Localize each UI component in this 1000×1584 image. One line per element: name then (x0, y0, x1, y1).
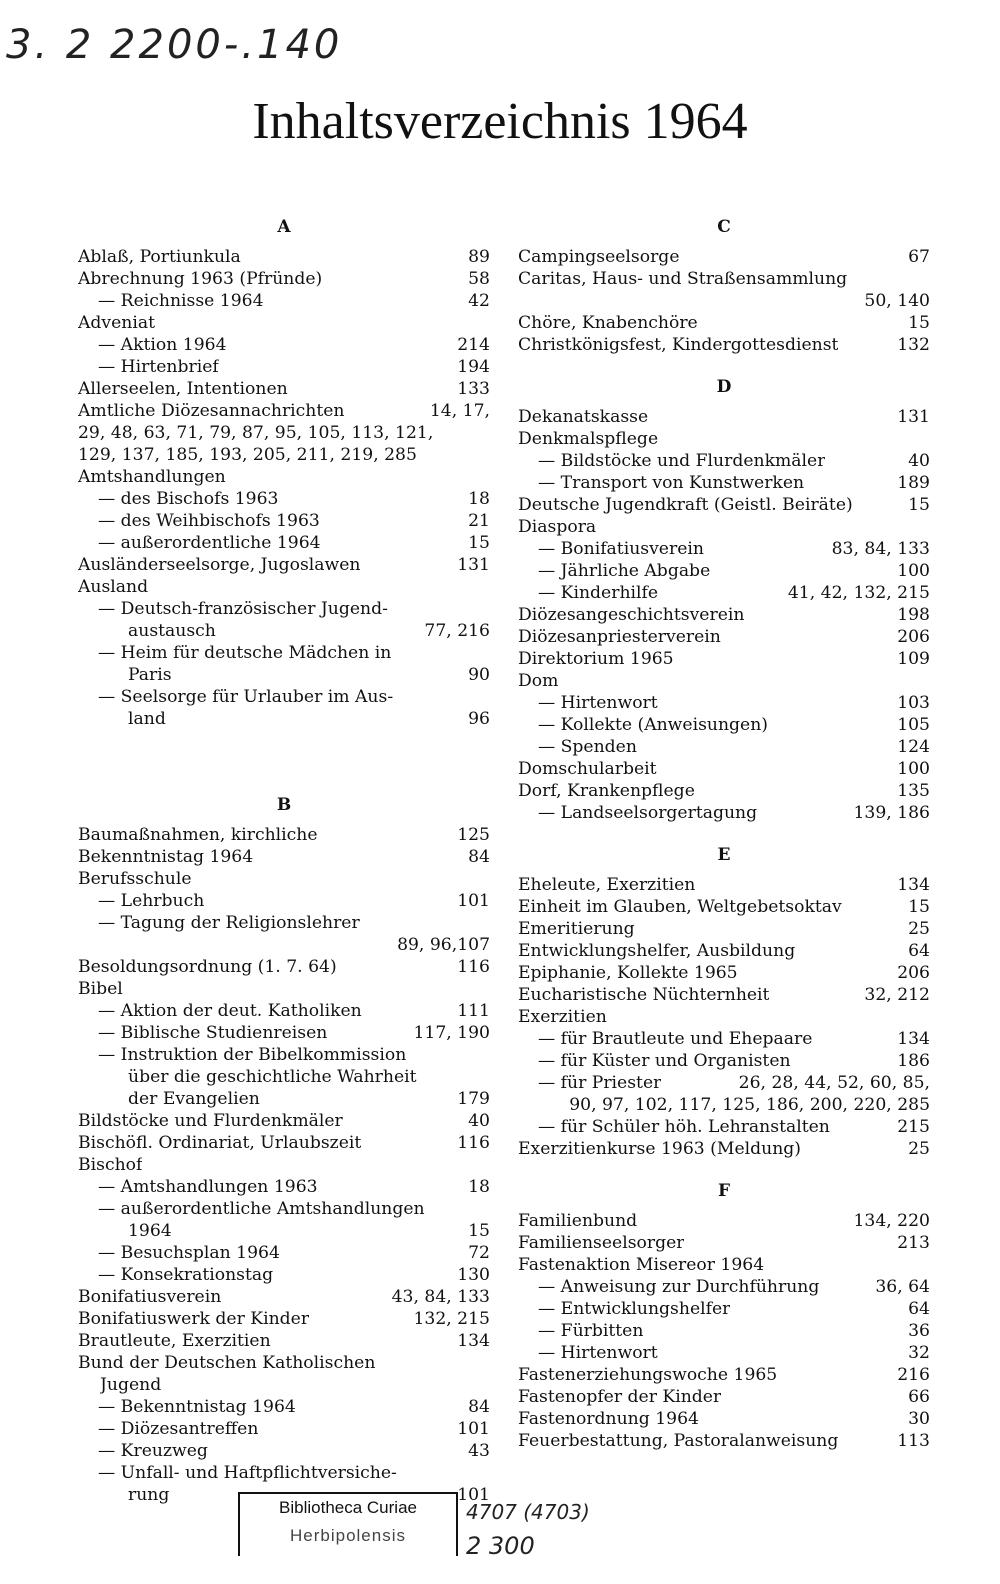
index-entry (518, 962, 930, 984)
entry-page-numbers: 25 (908, 919, 930, 939)
entry-text: Allerseelen, Intentionen (78, 379, 288, 399)
entry-text: — Amtshandlungen 1963 (98, 1177, 318, 1197)
entry-text: Direktorium 1965 (518, 649, 674, 669)
entry-page-numbers: 18 (468, 1177, 490, 1197)
entry-text: Besoldungsordnung (1. 7. 64) (78, 957, 337, 977)
index-entry (78, 1264, 490, 1286)
entry-page-numbers: 213 (897, 1233, 930, 1253)
entry-text: Bischof (78, 1155, 143, 1175)
index-entry (518, 1254, 930, 1276)
index-entry (78, 868, 490, 890)
index-entry (78, 642, 490, 664)
entry-page-numbers: 18 (468, 489, 490, 509)
index-entry (518, 1094, 930, 1116)
entry-text: Chöre, Knabenchöre (518, 313, 698, 333)
entry-text: Ausländerseelsorge, Jugoslawen (78, 555, 361, 575)
index-entry (518, 450, 930, 472)
index-entry (78, 356, 490, 378)
index-entry (78, 488, 490, 510)
entry-page-numbers: 194 (457, 357, 490, 377)
entry-text: der Evangelien (128, 1089, 260, 1109)
entry-text: Caritas, Haus- und Straßensammlung (518, 269, 848, 289)
entry-text: — Hirtenwort (538, 1343, 658, 1363)
index-entry (518, 472, 930, 494)
index-entry (518, 1050, 930, 1072)
entry-text: Domschularbeit (518, 759, 657, 779)
right-column (518, 214, 930, 1452)
entry-page-numbers: 132, 215 (413, 1309, 490, 1329)
entry-page-numbers: 132 (897, 335, 930, 355)
index-entry (78, 1000, 490, 1022)
entry-text: Jugend (100, 1375, 162, 1395)
entry-text: — Unfall- und Haftpflichtversiche- (98, 1463, 397, 1483)
entry-text: land (128, 709, 166, 729)
entry-text: — für Priester (538, 1073, 662, 1093)
index-entry (518, 1364, 930, 1386)
entry-page-numbers: 206 (897, 627, 930, 647)
entry-text: — Tagung der Religionslehrer (98, 913, 360, 933)
index-section-a (78, 214, 490, 730)
entry-page-numbers: 186 (897, 1051, 930, 1071)
index-entry (78, 1330, 490, 1352)
entry-text: Berufsschule (78, 869, 192, 889)
entry-text: Familienseelsorger (518, 1233, 685, 1253)
index-entry (518, 1138, 930, 1160)
entry-text: Amtshandlungen (78, 467, 226, 487)
index-entry (518, 1276, 930, 1298)
index-entry (518, 1408, 930, 1430)
entry-text: — Hirtenwort (538, 693, 658, 713)
page-title: Inhaltsverzeichnis 1964 (252, 93, 748, 150)
index-entry (518, 312, 930, 334)
entry-text: — Bildstöcke und Flurdenkmäler (538, 451, 826, 471)
entry-text: 29, 48, 63, 71, 79, 87, 95, 105, 113, 121, (78, 423, 434, 443)
index-section-f (518, 1178, 930, 1452)
index-entry (518, 604, 930, 626)
index-entry (78, 532, 490, 554)
entry-page-numbers: 15 (908, 313, 930, 333)
index-entry (78, 334, 490, 356)
index-entry (78, 1132, 490, 1154)
entry-text: — Konsekrationstag (98, 1265, 274, 1285)
entry-text: — des Bischofs 1963 (98, 489, 279, 509)
entry-text: Bonifatiuswerk der Kinder (78, 1309, 310, 1329)
entry-text: Exerzitienkurse 1963 (Meldung) (518, 1139, 802, 1159)
entry-page-numbers: 131 (457, 555, 490, 575)
index-entry (518, 1116, 930, 1138)
index-entry (518, 428, 930, 450)
entry-page-numbers: 101 (457, 891, 490, 911)
entry-page-numbers: 15 (908, 897, 930, 917)
entry-text: Emeritierung (518, 919, 635, 939)
index-entry (78, 824, 490, 846)
entry-text: — Jährliche Abgabe (538, 561, 711, 581)
entry-page-numbers: 21 (468, 511, 490, 531)
entry-page-numbers: 111 (457, 1001, 490, 1021)
index-entry (78, 422, 490, 444)
index-section-d (518, 374, 930, 824)
entry-page-numbers: 116 (457, 957, 490, 977)
index-entry (78, 1066, 490, 1088)
entry-page-numbers: 50, 140 (864, 291, 930, 311)
index-entry (78, 444, 490, 466)
index-entry (78, 664, 490, 686)
entry-text: Diözesanpriesterverein (518, 627, 721, 647)
entry-page-numbers: 113 (897, 1431, 930, 1451)
index-entry (78, 400, 490, 422)
entry-page-numbers: 133 (457, 379, 490, 399)
entry-text: — Aktion 1964 (98, 335, 227, 355)
index-entry (518, 538, 930, 560)
index-entry (518, 670, 930, 692)
entry-text: Bonifatiusverein (78, 1287, 222, 1307)
index-entry (518, 1232, 930, 1254)
entry-text: — Anweisung zur Durchführung (538, 1277, 820, 1297)
index-entry (78, 956, 490, 978)
entry-text: Bildstöcke und Flurdenkmäler (78, 1111, 343, 1131)
entry-text: Ablaß, Portiunkula (78, 247, 241, 267)
entry-page-numbers: 103 (897, 693, 930, 713)
entry-text: — für Schüler höh. Lehranstalten (538, 1117, 830, 1137)
index-entry (78, 246, 490, 268)
entry-page-numbers: 64 (908, 1299, 930, 1319)
entry-text: Bekenntnistag 1964 (78, 847, 254, 867)
entry-text: — Kreuzweg (98, 1441, 208, 1461)
index-entry (518, 736, 930, 758)
entry-page-numbers: 90 (468, 665, 490, 685)
index-entry (518, 626, 930, 648)
entry-text: über die geschichtliche Wahrheit (128, 1067, 417, 1087)
entry-text: — des Weihbischofs 1963 (98, 511, 320, 531)
entry-page-numbers: 41, 42, 132, 215 (787, 583, 930, 603)
entry-text: Dom (518, 671, 559, 691)
shelf-note-2: 2 300 (466, 1532, 535, 1560)
index-entry (78, 890, 490, 912)
entry-page-numbers: 15 (468, 1221, 490, 1241)
entry-page-numbers: 117, 190 (413, 1023, 490, 1043)
index-entry (78, 1110, 490, 1132)
entry-text: Amtliche Diözesannachrichten (78, 401, 345, 421)
entry-text: 129, 137, 185, 193, 205, 211, 219, 285 (78, 445, 417, 465)
entry-text: — außerordentliche Amtshandlungen (98, 1199, 425, 1219)
entry-page-numbers: 64 (908, 941, 930, 961)
entry-page-numbers: 66 (908, 1387, 930, 1407)
index-entry (78, 312, 490, 334)
entry-page-numbers: 206 (897, 963, 930, 983)
entry-text: Diaspora (518, 517, 597, 537)
index-entry (518, 1320, 930, 1342)
entry-text: — Heim für deutsche Mädchen in (98, 643, 392, 663)
entry-page-numbers: 134 (457, 1331, 490, 1351)
entry-text: Ausland (78, 577, 149, 597)
entry-page-numbers: 77, 216 (424, 621, 490, 641)
index-entry (78, 1220, 490, 1242)
entry-text: — für Küster und Organisten (538, 1051, 791, 1071)
entry-page-numbers: 84 (468, 847, 490, 867)
index-entry (78, 1396, 490, 1418)
stamp-line-1: Bibliotheca Curiae (279, 1498, 417, 1517)
entry-page-numbers: 100 (897, 561, 930, 581)
index-section-b (78, 792, 490, 1506)
entry-text: — Lehrbuch (98, 891, 205, 911)
index-entry (78, 378, 490, 400)
entry-text: Abrechnung 1963 (Pfründe) (78, 269, 323, 289)
entry-text: — Diözesantreffen (98, 1419, 259, 1439)
index-entry (518, 516, 930, 538)
entry-text: — Fürbitten (538, 1321, 644, 1341)
entry-text: Deutsche Jugendkraft (Geistl. Beiräte) (518, 495, 853, 515)
entry-text: Denkmalspflege (518, 429, 659, 449)
section-letter: A (277, 217, 291, 237)
entry-page-numbers: 25 (908, 1139, 930, 1159)
entry-text: Familienbund (518, 1211, 638, 1231)
entry-page-numbers: 43 (468, 1441, 490, 1461)
index-entry (78, 686, 490, 708)
entry-text: — außerordentliche 1964 (98, 533, 321, 553)
entry-page-numbers: 130 (457, 1265, 490, 1285)
index-entry (518, 582, 930, 604)
entry-text: Christkönigsfest, Kindergottesdienst (518, 335, 839, 355)
entry-page-numbers: 43, 84, 133 (391, 1287, 490, 1307)
entry-page-numbers: 89, 96,107 (397, 935, 490, 955)
entry-page-numbers: 32, 212 (864, 985, 930, 1005)
entry-text: Diözesangeschichtsverein (518, 605, 745, 625)
entry-text: — Kinderhilfe (538, 583, 659, 603)
index-entry (518, 246, 930, 268)
entry-page-numbers: 105 (897, 715, 930, 735)
index-entry (78, 912, 490, 934)
index-entry (78, 1440, 490, 1462)
entry-page-numbers: 84 (468, 1397, 490, 1417)
entry-text: — Seelsorge für Urlauber im Aus- (98, 687, 394, 707)
index-entry (78, 290, 490, 312)
index-entry (78, 576, 490, 598)
entry-text: — Biblische Studienreisen (98, 1023, 328, 1043)
section-letter: E (717, 845, 731, 865)
index-entry (518, 334, 930, 356)
index-entry (518, 560, 930, 582)
entry-text: — Deutsch-französischer Jugend- (98, 599, 388, 619)
index-entry (518, 1430, 930, 1452)
handwritten-shelfmark: 3. 2 2200-.140 (6, 22, 343, 68)
index-section-e (518, 842, 930, 1160)
entry-text: Einheit im Glauben, Weltgebetsoktav (518, 897, 842, 917)
index-entry (78, 1176, 490, 1198)
index-entry (78, 708, 490, 730)
entry-text: Paris (128, 665, 172, 685)
index-entry (518, 1028, 930, 1050)
entry-page-numbers: 67 (908, 247, 930, 267)
entry-text: Dorf, Krankenpflege (518, 781, 695, 801)
entry-page-numbers: 14, 17, (429, 401, 490, 421)
index-entry (78, 554, 490, 576)
entry-page-numbers: 131 (897, 407, 930, 427)
index-entry (78, 1286, 490, 1308)
index-entry (78, 466, 490, 488)
entry-text: — Hirtenbrief (98, 357, 219, 377)
index-entry (78, 1154, 490, 1176)
entry-text: — Spenden (538, 737, 637, 757)
entry-text: Eucharistische Nüchternheit (518, 985, 770, 1005)
entry-page-numbers: 189 (897, 473, 930, 493)
entry-page-numbers: 134 (897, 1029, 930, 1049)
entry-text: Fastenopfer der Kinder (518, 1387, 722, 1407)
entry-page-numbers: 139, 186 (853, 803, 930, 823)
index-entry (518, 1342, 930, 1364)
index-entry (78, 510, 490, 532)
entry-page-numbers: 58 (468, 269, 490, 289)
entry-page-numbers: 134, 220 (853, 1211, 930, 1231)
entry-page-numbers: 216 (897, 1365, 930, 1385)
index-entry (518, 1298, 930, 1320)
entry-page-numbers: 36 (908, 1321, 930, 1341)
entry-page-numbers: 100 (897, 759, 930, 779)
section-letter: D (716, 377, 732, 397)
index-entry (518, 648, 930, 670)
entry-page-numbers: 83, 84, 133 (831, 539, 930, 559)
entry-page-numbers: 125 (457, 825, 490, 845)
section-letter: B (276, 795, 292, 815)
index-entry (78, 978, 490, 1000)
index-entry (78, 620, 490, 642)
entry-page-numbers: 198 (897, 605, 930, 625)
entry-text: Baumaßnahmen, kirchliche (78, 825, 318, 845)
entry-page-numbers: 30 (908, 1409, 930, 1429)
index-entry (518, 896, 930, 918)
entry-text: — Reichnisse 1964 (98, 291, 264, 311)
entry-text: Exerzitien (518, 1007, 607, 1027)
index-entry (78, 598, 490, 620)
entry-page-numbers: 116 (457, 1133, 490, 1153)
index-entry (78, 1198, 490, 1220)
entry-text: 1964 (128, 1221, 172, 1241)
index-entry (78, 1308, 490, 1330)
index-entry (518, 874, 930, 896)
index-entry (518, 802, 930, 824)
entry-page-numbers: 214 (457, 335, 490, 355)
index-entry (78, 268, 490, 290)
entry-page-numbers: 179 (457, 1089, 490, 1109)
entry-page-numbers: 96 (468, 709, 490, 729)
entry-page-numbers: 215 (897, 1117, 930, 1137)
entry-text: austausch (128, 621, 216, 641)
entry-text: rung (128, 1485, 170, 1505)
index-entry (78, 1044, 490, 1066)
stamp-line-2: Herbipolensis (290, 1526, 406, 1545)
entry-page-numbers: 15 (468, 533, 490, 553)
entry-page-numbers: 134 (897, 875, 930, 895)
entry-page-numbers: 36, 64 (875, 1277, 930, 1297)
index-entry (78, 1022, 490, 1044)
entry-text: — Bekenntnistag 1964 (98, 1397, 296, 1417)
index-entry (78, 1418, 490, 1440)
index-entry (78, 1352, 490, 1374)
entry-page-numbers: 89 (468, 247, 490, 267)
index-entry (518, 692, 930, 714)
entry-text: Fastenordnung 1964 (518, 1409, 699, 1429)
index-entry (518, 268, 930, 290)
index-entry (518, 1006, 930, 1028)
entry-page-numbers: 124 (897, 737, 930, 757)
entry-text: Fastenerziehungswoche 1965 (518, 1365, 778, 1385)
entry-text: Brautleute, Exerzitien (78, 1331, 271, 1351)
index-entry (518, 290, 930, 312)
entry-text: — Bonifatiusverein (538, 539, 704, 559)
section-letter: F (717, 1181, 731, 1201)
index-entry (78, 1088, 490, 1110)
shelf-note-1: 4707 (4703) (466, 1500, 590, 1524)
index-entry (518, 714, 930, 736)
entry-page-numbers: 72 (468, 1243, 490, 1263)
entry-text: Campingseelsorge (518, 247, 680, 267)
entry-text: Feuerbestattung, Pastoralanweisung (518, 1431, 839, 1451)
entry-page-numbers: 32 (908, 1343, 930, 1363)
entry-text: Bischöfl. Ordinariat, Urlaubszeit (78, 1133, 362, 1153)
entry-text: Adveniat (78, 313, 156, 333)
index-entry (518, 1386, 930, 1408)
left-column (78, 214, 490, 1506)
index-entry (518, 406, 930, 428)
entry-text: — Entwicklungshelfer (538, 1299, 731, 1319)
entry-text: Dekanatskasse (518, 407, 649, 427)
index-entry (518, 494, 930, 516)
entry-page-numbers: 15 (908, 495, 930, 515)
index-entry (78, 846, 490, 868)
entry-text: 90, 97, 102, 117, 125, 186, 200, 220, 285 (569, 1095, 930, 1115)
entry-text: Bund der Deutschen Katholischen (78, 1353, 376, 1373)
entry-page-numbers: 101 (457, 1485, 490, 1505)
library-stamp (238, 1492, 458, 1556)
entry-page-numbers: 101 (457, 1419, 490, 1439)
index-section-c (518, 214, 930, 356)
entry-text: — für Brautleute und Ehepaare (538, 1029, 813, 1049)
index-entry (78, 1462, 490, 1484)
entry-text: — Kollekte (Anweisungen) (538, 715, 768, 735)
index-entry (518, 780, 930, 802)
entry-text: Eheleute, Exerzitien (518, 875, 696, 895)
index-entry (518, 984, 930, 1006)
index-entry (78, 1242, 490, 1264)
index-entry (518, 1072, 930, 1094)
entry-text: Entwicklungshelfer, Ausbildung (518, 941, 796, 961)
entry-text: — Transport von Kunstwerken (538, 473, 805, 493)
entry-page-numbers: 109 (897, 649, 930, 669)
index-entry (518, 918, 930, 940)
entry-text: Epiphanie, Kollekte 1965 (518, 963, 738, 983)
section-letter: C (717, 217, 731, 237)
index-entry (78, 934, 490, 956)
entry-text: — Besuchsplan 1964 (98, 1243, 280, 1263)
entry-text: — Aktion der deut. Katholiken (98, 1001, 362, 1021)
entry-text: — Landseelsorgertagung (538, 803, 758, 823)
index-entry (518, 940, 930, 962)
index-entry (518, 758, 930, 780)
entry-page-numbers: 40 (908, 451, 930, 471)
entry-page-numbers: 42 (468, 291, 490, 311)
entry-text: — Instruktion der Bibelkommission (98, 1045, 407, 1065)
entry-page-numbers: 26, 28, 44, 52, 60, 85, (738, 1073, 930, 1093)
entry-text: Fastenaktion Misereor 1964 (518, 1255, 765, 1275)
index-entry (518, 1210, 930, 1232)
index-entry (78, 1374, 490, 1396)
entry-page-numbers: 40 (468, 1111, 490, 1131)
entry-page-numbers: 135 (897, 781, 930, 801)
entry-text: Bibel (78, 979, 123, 999)
